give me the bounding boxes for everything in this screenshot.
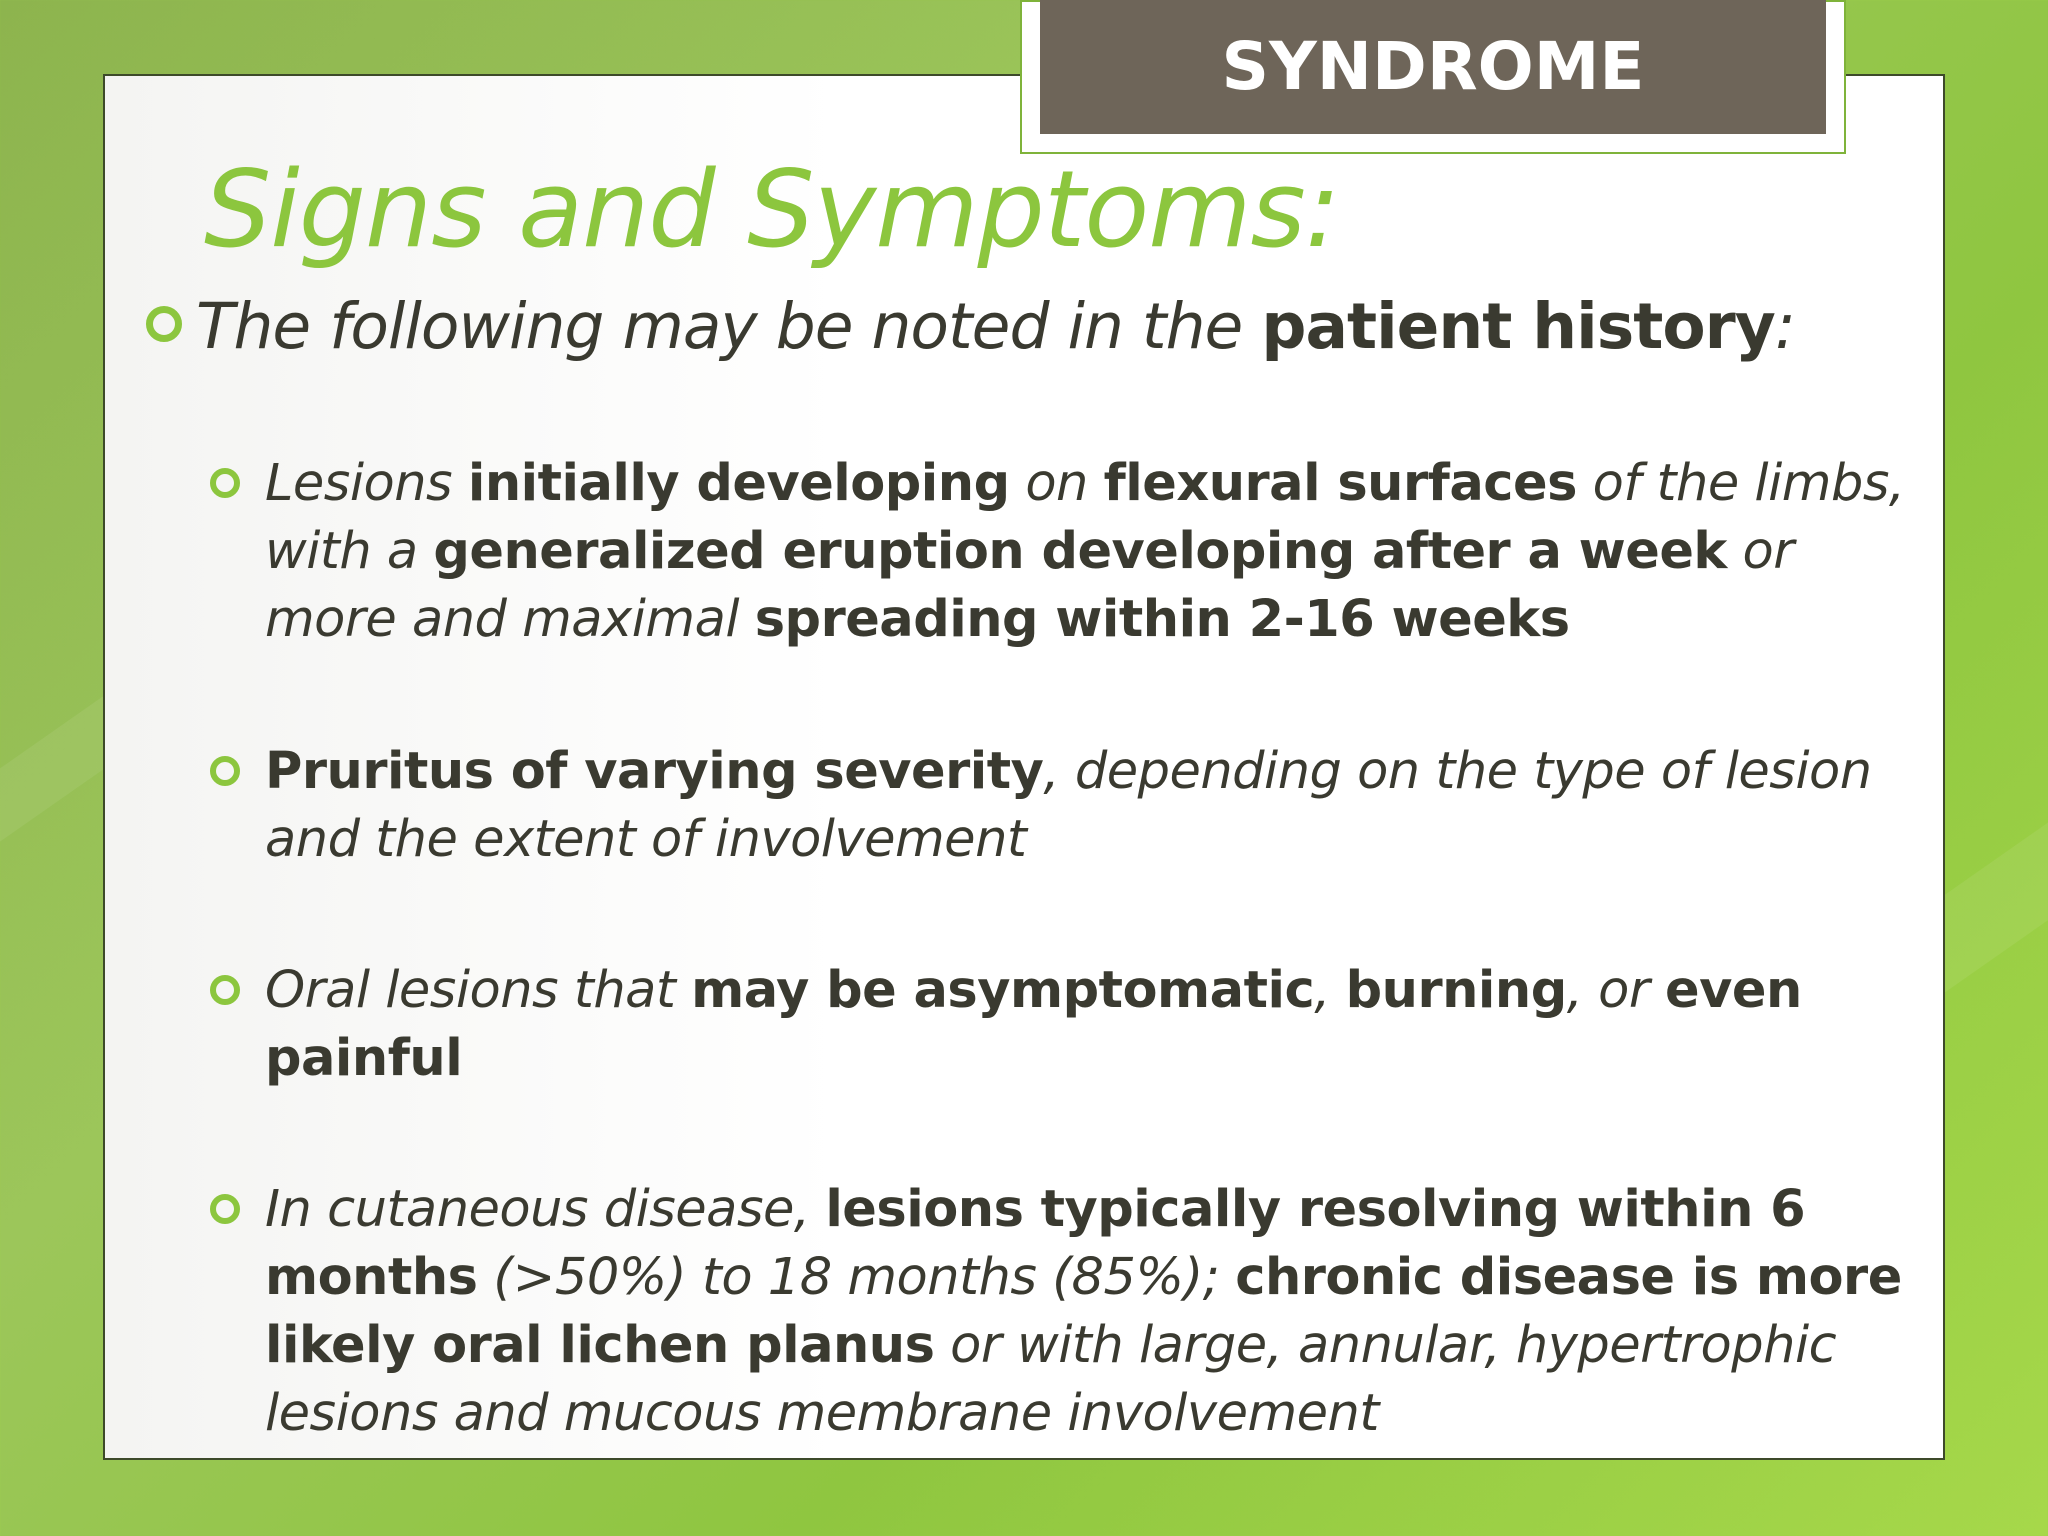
bullet-ring-icon bbox=[210, 756, 240, 786]
slide-title: Signs and Symptoms: bbox=[204, 148, 1340, 271]
bold-phrase: flexural surfaces bbox=[1103, 454, 1577, 513]
bold-phrase: chronic disease is more likely oral lichen planus bbox=[265, 1248, 1902, 1375]
bold-phrase: even painful bbox=[265, 961, 1802, 1088]
bold-phrase: initially developing bbox=[467, 454, 1010, 513]
bullet-ring-icon bbox=[146, 306, 182, 342]
italic-phrase: , bbox=[1314, 961, 1346, 1020]
lead-italic: The following may be noted in the bbox=[196, 290, 1262, 363]
italic-phrase: (>50%) to 18 months (85%); bbox=[477, 1248, 1236, 1307]
lead-line bbox=[196, 290, 1795, 363]
italic-phrase: In cutaneous disease, bbox=[265, 1180, 826, 1239]
bold-phrase: spreading within 2-16 weeks bbox=[754, 590, 1570, 649]
list-item bbox=[265, 957, 1925, 1093]
list-item bbox=[265, 738, 1925, 874]
italic-phrase: , or bbox=[1566, 961, 1666, 1020]
bullet-ring-icon bbox=[210, 1194, 240, 1224]
bold-phrase: lesions typically resolving within 6 months bbox=[265, 1180, 1806, 1307]
list-item bbox=[265, 450, 1925, 654]
list-item bbox=[265, 1176, 1925, 1448]
bold-phrase: burning bbox=[1345, 961, 1567, 1020]
italic-phrase: of the limbs, with a bbox=[265, 454, 1905, 581]
lead-end: : bbox=[1774, 290, 1796, 363]
italic-phrase: Lesions bbox=[265, 454, 468, 513]
bullet-ring-icon bbox=[210, 468, 240, 498]
bold-phrase: Pruritus of varying severity bbox=[265, 742, 1044, 801]
italic-phrase: , depending on the type of lesion and the extent of involvement bbox=[265, 742, 1872, 869]
italic-phrase: or with large, annular, hypertrophic lesions and mucous membrane involvement bbox=[265, 1316, 1837, 1443]
italic-phrase: Oral lesions that bbox=[265, 961, 692, 1020]
lead-bold: patient history bbox=[1261, 290, 1775, 363]
bullet-ring-icon bbox=[210, 975, 240, 1005]
italic-phrase: or more and maximal bbox=[265, 522, 1794, 649]
bold-phrase: may be asymptomatic bbox=[691, 961, 1315, 1020]
italic-phrase: on bbox=[1009, 454, 1104, 513]
header-tag: SYNDROME STATEMENT bbox=[1040, 0, 1826, 134]
bold-phrase: generalized eruption developing after a week bbox=[433, 522, 1727, 581]
